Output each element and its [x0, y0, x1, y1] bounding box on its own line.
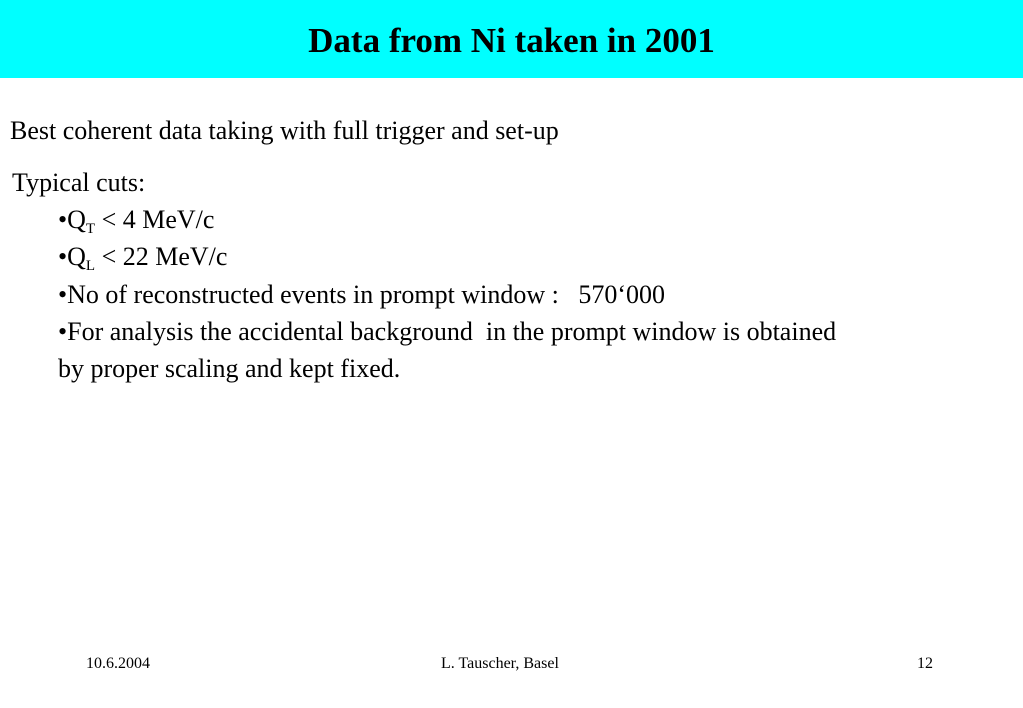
bullet-analysis-continuation: by proper scaling and kept fixed. [58, 354, 401, 383]
bullet-qt-subscript: T [85, 221, 96, 237]
footer-author: L. Tauscher, Basel [441, 655, 559, 672]
title-bar [0, 0, 1023, 78]
bullet-analysis [58, 319, 836, 345]
cuts-heading: Typical cuts: [12, 168, 146, 197]
bullet-marker: • [58, 317, 68, 346]
bullet-events-text: No of reconstructed events in prompt window : 570‘000 [67, 280, 665, 309]
bullet-qt-value: < 4 MeV/c [95, 205, 215, 234]
bullet-qt-symbol: Q [67, 205, 86, 234]
slide-title: Data from Ni taken in 2001 [308, 20, 715, 60]
bullet-events [58, 282, 665, 308]
footer-date: 10.6.2004 [86, 655, 150, 672]
footer-page-number: 12 [917, 655, 933, 672]
bullet-ql-subscript: L [85, 258, 96, 274]
bullet-marker: • [58, 280, 68, 309]
bullet-analysis-text: For analysis the accidental background in the prompt window is obtained [67, 317, 837, 346]
bullet-marker: • [58, 242, 68, 271]
bullet-marker: • [58, 205, 68, 234]
bullet-qt [58, 205, 215, 237]
bullet-ql [58, 242, 228, 274]
bullet-ql-symbol: Q [67, 242, 86, 271]
bullet-ql-value: < 22 MeV/c [95, 242, 228, 271]
intro-text: Best coherent data taking with full trigger and set-up [10, 116, 559, 145]
